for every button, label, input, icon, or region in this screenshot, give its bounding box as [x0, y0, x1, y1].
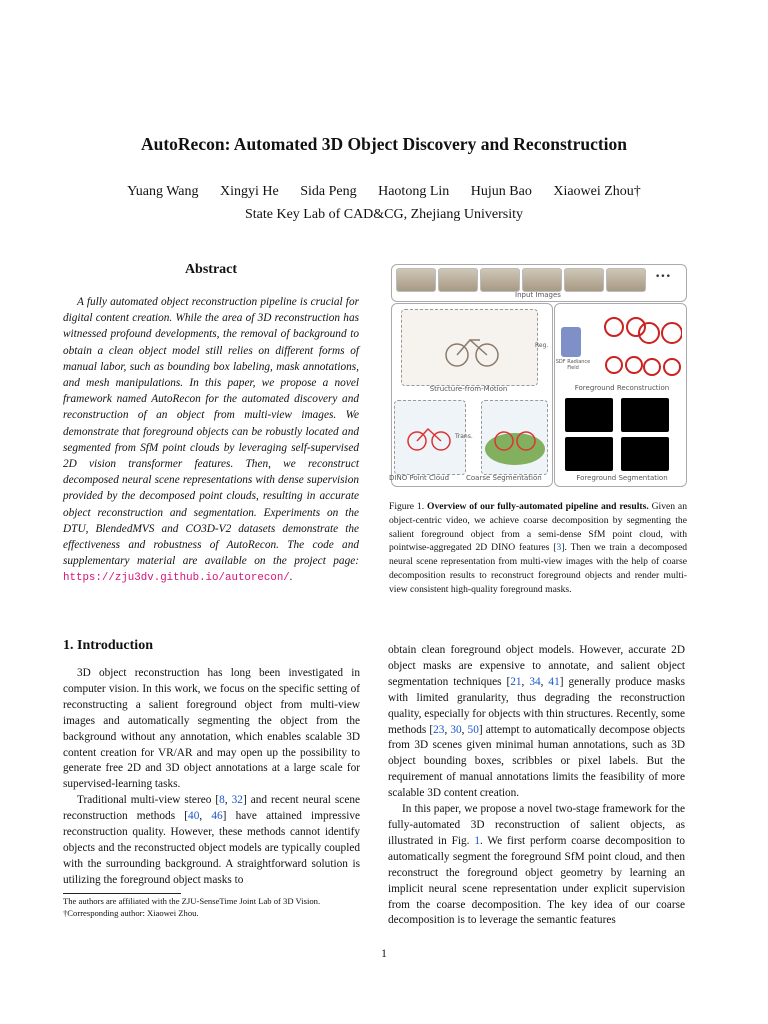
intro-left-column	[63, 666, 360, 889]
footnote-line: The authors are affiliated with the ZJU-SenseTime Joint Lab of 3D Vision.	[63, 896, 321, 906]
citation-link[interactable]: 30	[450, 723, 462, 736]
text-span: In this paper, we propose a novel two-stage framework for the fully-automated 3D reconstruction of salient objects, as illustrated in Fig.	[388, 803, 685, 847]
footnote	[63, 896, 373, 919]
author-name: Hujun Bao	[470, 184, 532, 199]
affiliation: State Key Lab of CAD&CG, Zhejiang University	[244, 207, 523, 222]
citation-link[interactable]: 46	[211, 810, 223, 823]
input-image-thumb	[438, 268, 478, 292]
text-span: ,	[461, 723, 468, 736]
footnote-rule	[63, 893, 181, 894]
section-heading: 1. Introduction	[63, 638, 153, 653]
text-span: ,	[224, 794, 232, 807]
citation-link[interactable]: 40	[188, 810, 200, 823]
abstract-text: A fully automated object reconstruction pipeline is crucial for digital content creation. While the area of 3D reconstruction has witnessed profound developments, the removal of background to obtain a clean object model still relies on different forms of manual labor, such as bounding box labeling, mask annotations, and mesh manipulations. In this paper, we propose a novel framework named AutoRecon for the automated discovery and reconstruction of an object from multi-view images. We demonstrate that foreground objects can be robustly located and segmented from SfM point clouds by leveraging self-supervised 2D vision transformer features. Then, we reconstruct decomposed neural scene representations with dense supervision provided by the decomposed point clouds, resulting in accurate object reconstruction and segmentation. Experiments on the DTU, BlendedMVS and CO3D-V2 datasets demonstrate the effectiveness and robustness of AutoRecon. The code and supplementary material are available on the project page:	[63, 296, 359, 568]
input-image-thumb	[522, 268, 562, 292]
more-images-icon: •••	[655, 272, 671, 282]
fg-mask-thumb	[565, 398, 613, 432]
author-name: Yuang Wang	[127, 184, 199, 199]
text-span: Traditional multi-view stereo [	[77, 794, 220, 807]
text-span: ] and recent neural scene reconstruction methods [	[63, 794, 360, 823]
sdf-field-label: SDF Radiance Field	[555, 359, 591, 371]
input-image-thumb	[564, 268, 604, 292]
fg-recon-label: Foreground Reconstruction	[574, 384, 670, 392]
intro-paragraph: 3D object reconstruction has long been investigated in computer vision. In this work, we focus on the specific setting of reconstructing a salient foreground object from multi-view images and automatically segmenting the object from the background without any annotation, which enables scalable 3D content creation for VR/AR and may open up the possibility to generate free 2D and 3D object annotations at a large scale for supervised-learning tasks.	[63, 667, 360, 791]
paper-title: AutoRecon: Automated 3D Object Discovery and Reconstruction	[140, 134, 628, 154]
caption-bold: Overview of our fully-automated pipeline and results.	[426, 501, 649, 512]
fg-mask-thumb	[621, 437, 669, 471]
citation-link[interactable]: 50	[467, 723, 479, 736]
intro-paragraph	[388, 643, 685, 802]
text-span: ,	[199, 810, 212, 823]
fg-mask-thumb	[621, 398, 669, 432]
figure-1-pipeline	[389, 263, 687, 488]
author-list	[0, 184, 768, 200]
input-images-label: Input Images	[515, 291, 561, 299]
bicycle-icon	[402, 310, 537, 385]
coarse-seg-label: Coarse Segmentation	[466, 474, 542, 482]
text-span: ] generally produce masks with limited granularity, thus degrading the reconstruction quality, especially for objects with thin structures. Recently, some methods [	[388, 675, 686, 736]
input-image-thumb	[480, 268, 520, 292]
project-url-link[interactable]: https://zju3dv.github.io/autorecon/	[63, 572, 290, 585]
text-span: obtain clean foreground object models. However, accurate 2D object masks are expensive to annotate, and salient object segmentation techniques [	[388, 644, 685, 688]
page-number: 1	[381, 948, 387, 960]
coarse-segmentation-image	[481, 400, 548, 475]
input-image-thumb	[396, 268, 436, 292]
segmentation-ellipse-icon	[482, 401, 547, 474]
text-span: ,	[521, 675, 530, 688]
citation-link[interactable]: 8	[219, 794, 225, 807]
intro-paragraph	[63, 793, 360, 888]
author-name: Haotong Lin	[378, 184, 450, 199]
abstract-body	[63, 294, 359, 587]
input-image-thumb	[606, 268, 646, 292]
citation-link[interactable]: 23	[433, 723, 445, 736]
fg-seg-label: Foreground Segmentation	[576, 474, 668, 482]
caption-text: Given an object-centric video, we achieve coarse decomposition by segmenting the salient foreground object from a semi-dense SfM point cloud, with pointwise-aggregated 2D DINO features [	[389, 501, 687, 554]
text-span: ,	[540, 675, 549, 688]
caption-label: Figure 1.	[389, 501, 425, 512]
abstract-period: .	[289, 571, 293, 584]
text-span: ] have attained impressive reconstruction quality. However, these methods cannot identify objects and the reconstructed object models are typically coupled with the surrounding background. A straightforward solution is utilizing the foreground object masks to	[63, 810, 361, 886]
figure-1-caption	[389, 500, 687, 597]
reg-label: Reg.	[535, 342, 549, 349]
intro-paragraph	[388, 802, 685, 929]
footnote-line: †Corresponding author: Xiaowei Zhou.	[63, 907, 199, 918]
reconstructed-bicycles-image	[594, 307, 682, 383]
text-span: ] attempt to automatically decompose objects from 3D scenes given minimal human annotations, such as 3D object bounding boxes, scribbles or pixel labels. But the requirement of manual annotations limits the feasibility of more scalable 3D content creation.	[388, 723, 685, 800]
citation-link[interactable]: 34	[529, 675, 541, 688]
sfm-label: Structure-from-Motion	[429, 385, 508, 393]
figure-ref-link[interactable]: 1	[474, 834, 480, 847]
fg-mask-thumb	[565, 437, 613, 471]
author-name: Xingyi He	[220, 184, 279, 199]
trans-label: Trans.	[455, 433, 473, 440]
caption-text: ]. Then we train a decomposed neural scene representation from multi-view images with the help of coarse decomposition results to reconstruct foreground objects and render multi-view consistent high-quality foreground masks.	[389, 542, 688, 595]
abstract-heading: Abstract	[184, 262, 238, 277]
author-name: Xiaowei Zhou†	[553, 184, 641, 199]
text-span: . We first perform coarse decomposition to automatically segment the foreground SfM point cloud, and then reconstruct the foreground object geometry by learning an implicit neural scene representation under explicit supervision from the coarse decomposition. The key idea of our coarse decomposition is to leverage the semantic features	[388, 834, 685, 927]
citation-link[interactable]: 3	[556, 542, 562, 554]
citation-link[interactable]: 21	[510, 675, 522, 688]
text-span: ,	[444, 723, 451, 736]
citation-link[interactable]: 41	[548, 675, 560, 688]
author-name: Sida Peng	[300, 184, 357, 199]
sfm-pointcloud-image	[401, 309, 538, 386]
intro-right-column	[388, 643, 685, 929]
dino-cloud-label: DINO Point Cloud	[389, 474, 450, 482]
citation-link[interactable]: 32	[231, 794, 243, 807]
